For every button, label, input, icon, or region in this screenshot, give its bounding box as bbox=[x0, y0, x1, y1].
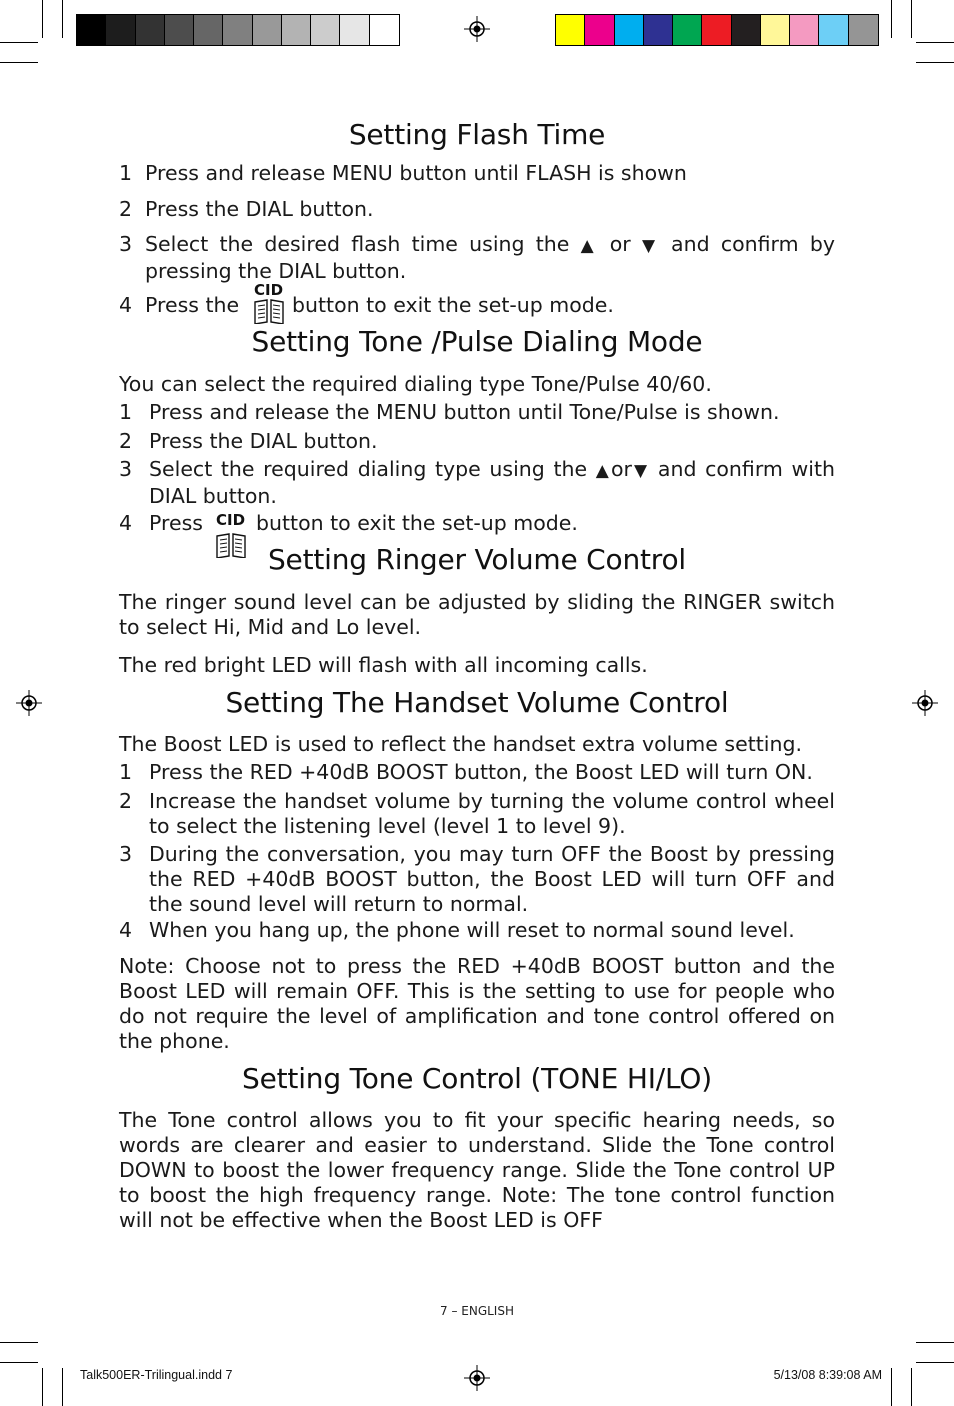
color-swatch bbox=[849, 15, 878, 45]
process-color-bar bbox=[555, 14, 879, 46]
gray-swatch bbox=[253, 15, 282, 45]
step-number: 1 bbox=[119, 161, 133, 185]
step-number: 3 bbox=[119, 457, 133, 481]
color-swatch bbox=[732, 15, 761, 45]
cid-label: CID bbox=[254, 281, 284, 299]
handset-note: Note: Choose not to press the RED +40dB BOOST button and the Boost LED will remain OFF. This is the setting to use for people who do not require the level of amplification and tone control offered on the phone. bbox=[119, 954, 835, 1053]
tone-pulse-intro: You can select the required dialing type Tone/Pulse 40/60. bbox=[119, 372, 712, 396]
crop-mark-bl-h bbox=[0, 1342, 38, 1343]
tone-control-paragraph: The Tone control allows you to fit your specific hearing needs, so words are clearer and easier to understand. Slide the Tone control DOWN to boost the lower frequency range. Slide the Tone control UP to boost the high frequency range. Note: The tone control function will not be effective when the Boost LED is OFF bbox=[119, 1108, 835, 1232]
crop-mark-bl-h2 bbox=[0, 1362, 38, 1363]
step-text-pre: Select the required dialing type using the bbox=[149, 457, 588, 481]
step-text: Press and release the MENU button until Tone/Pulse is shown. bbox=[149, 400, 780, 424]
gray-color-bar bbox=[76, 14, 400, 46]
triangle-up-icon: ▲ bbox=[580, 236, 599, 256]
triangle-down-icon: ▼ bbox=[631, 461, 650, 481]
crop-mark-bl-v2 bbox=[62, 1368, 63, 1406]
gray-swatch bbox=[340, 15, 369, 45]
gray-swatch bbox=[77, 15, 106, 45]
step-number: 4 bbox=[119, 293, 133, 317]
step-number: 4 bbox=[119, 918, 133, 942]
gray-swatch bbox=[370, 15, 399, 45]
gray-swatch bbox=[282, 15, 311, 45]
crop-mark-tl-v bbox=[42, 0, 43, 38]
step-text: Increase the handset volume by turning the volume control wheel to select the listening level (level 1 to level 9). bbox=[149, 789, 835, 838]
file-slug: Talk500ER-Trilingual.indd 7 bbox=[80, 1368, 233, 1382]
gray-swatch bbox=[194, 15, 223, 45]
color-swatch bbox=[790, 15, 819, 45]
section-title-tone-control: Setting Tone Control (TONE HI/LO) bbox=[242, 1062, 712, 1095]
crop-mark-tr-h2 bbox=[916, 62, 954, 63]
crop-mark-tl-v2 bbox=[62, 0, 63, 38]
registration-mark-icon bbox=[16, 690, 42, 716]
step-text: During the conversation, you may turn OFF the Boost by pressing the RED +40dB BOOST button, the Boost LED will turn OFF and the sound level will return to normal. bbox=[149, 842, 835, 916]
crop-mark-tr-v bbox=[911, 0, 912, 38]
step-text-pre: Press the bbox=[145, 293, 240, 317]
section-title-handset: Setting The Handset Volume Control bbox=[225, 686, 729, 719]
step-text: Press and release MENU button until FLASH is shown bbox=[145, 161, 687, 185]
step-text: When you hang up, the phone will reset to normal sound level. bbox=[149, 918, 795, 942]
color-swatch bbox=[615, 15, 644, 45]
crop-mark-tr-h bbox=[916, 42, 954, 43]
section-title-flash: Setting Flash Time bbox=[348, 118, 606, 151]
step-number: 3 bbox=[119, 232, 133, 256]
cid-book-icon bbox=[251, 280, 287, 324]
color-swatch bbox=[556, 15, 585, 45]
ringer-paragraph-1: The ringer sound level can be adjusted by sliding the RINGER switch to select Hi, Mid and Lo level. bbox=[119, 590, 835, 639]
registration-mark-icon bbox=[912, 690, 938, 716]
step-text: Press the RED +40dB BOOST button, the Boost LED will turn ON. bbox=[149, 760, 813, 784]
step-number: 2 bbox=[119, 789, 133, 813]
page-footer: 7 – ENGLISH bbox=[440, 1304, 514, 1318]
color-swatch bbox=[585, 15, 614, 45]
step-text-pre: Select the desired flash time using the bbox=[145, 232, 570, 256]
section-title-ringer: Setting Ringer Volume Control bbox=[267, 543, 686, 576]
triangle-down-icon: ▼ bbox=[641, 236, 660, 256]
section-title-tone-pulse: Setting Tone /Pulse Dialing Mode bbox=[251, 325, 703, 358]
ringer-paragraph-2: The red bright LED will flash with all incoming calls. bbox=[119, 653, 648, 677]
cid-label: CID bbox=[216, 511, 246, 529]
color-swatch bbox=[673, 15, 702, 45]
handset-intro: The Boost LED is used to reflect the handset extra volume setting. bbox=[119, 732, 802, 756]
step-text-post: and confirm with DIAL button. bbox=[149, 457, 835, 508]
color-swatch bbox=[761, 15, 790, 45]
color-swatch bbox=[702, 15, 731, 45]
or-text: or bbox=[609, 232, 631, 256]
gray-swatch bbox=[106, 15, 135, 45]
step-text: Press the DIAL button. bbox=[145, 197, 374, 221]
gray-swatch bbox=[136, 15, 165, 45]
step-text-post: button to exit the set-up mode. bbox=[256, 511, 578, 535]
or-text: or bbox=[610, 457, 632, 481]
registration-mark-icon bbox=[464, 1365, 490, 1391]
step-number: 1 bbox=[119, 400, 133, 424]
color-swatch bbox=[819, 15, 848, 45]
crop-mark-tl-h2 bbox=[0, 62, 38, 63]
step-text-post: button to exit the set-up mode. bbox=[292, 293, 614, 317]
step-text bbox=[145, 232, 835, 284]
color-swatch bbox=[644, 15, 673, 45]
step-text-pre: Press bbox=[149, 511, 203, 535]
crop-mark-bl-v bbox=[42, 1368, 43, 1406]
gray-swatch bbox=[223, 15, 252, 45]
crop-mark-br-v bbox=[911, 1368, 912, 1406]
crop-mark-tl-h bbox=[0, 42, 38, 43]
step-number: 2 bbox=[119, 429, 133, 453]
step-number: 3 bbox=[119, 842, 133, 866]
triangle-up-icon: ▲ bbox=[595, 461, 611, 481]
step-number: 4 bbox=[119, 511, 133, 535]
crop-mark-br-h2 bbox=[916, 1362, 954, 1363]
step-text bbox=[149, 457, 835, 509]
step-text-post: and confirm by pressing the DIAL button. bbox=[145, 232, 835, 283]
gray-swatch bbox=[311, 15, 340, 45]
date-slug: 5/13/08 8:39:08 AM bbox=[773, 1368, 882, 1382]
crop-mark-br-v2 bbox=[891, 1368, 892, 1406]
registration-mark-icon bbox=[464, 16, 490, 42]
step-text: Press the DIAL button. bbox=[149, 429, 378, 453]
step-number: 2 bbox=[119, 197, 133, 221]
crop-mark-br-h bbox=[916, 1342, 954, 1343]
step-number: 1 bbox=[119, 760, 133, 784]
crop-mark-tr-v2 bbox=[891, 0, 892, 38]
gray-swatch bbox=[165, 15, 194, 45]
